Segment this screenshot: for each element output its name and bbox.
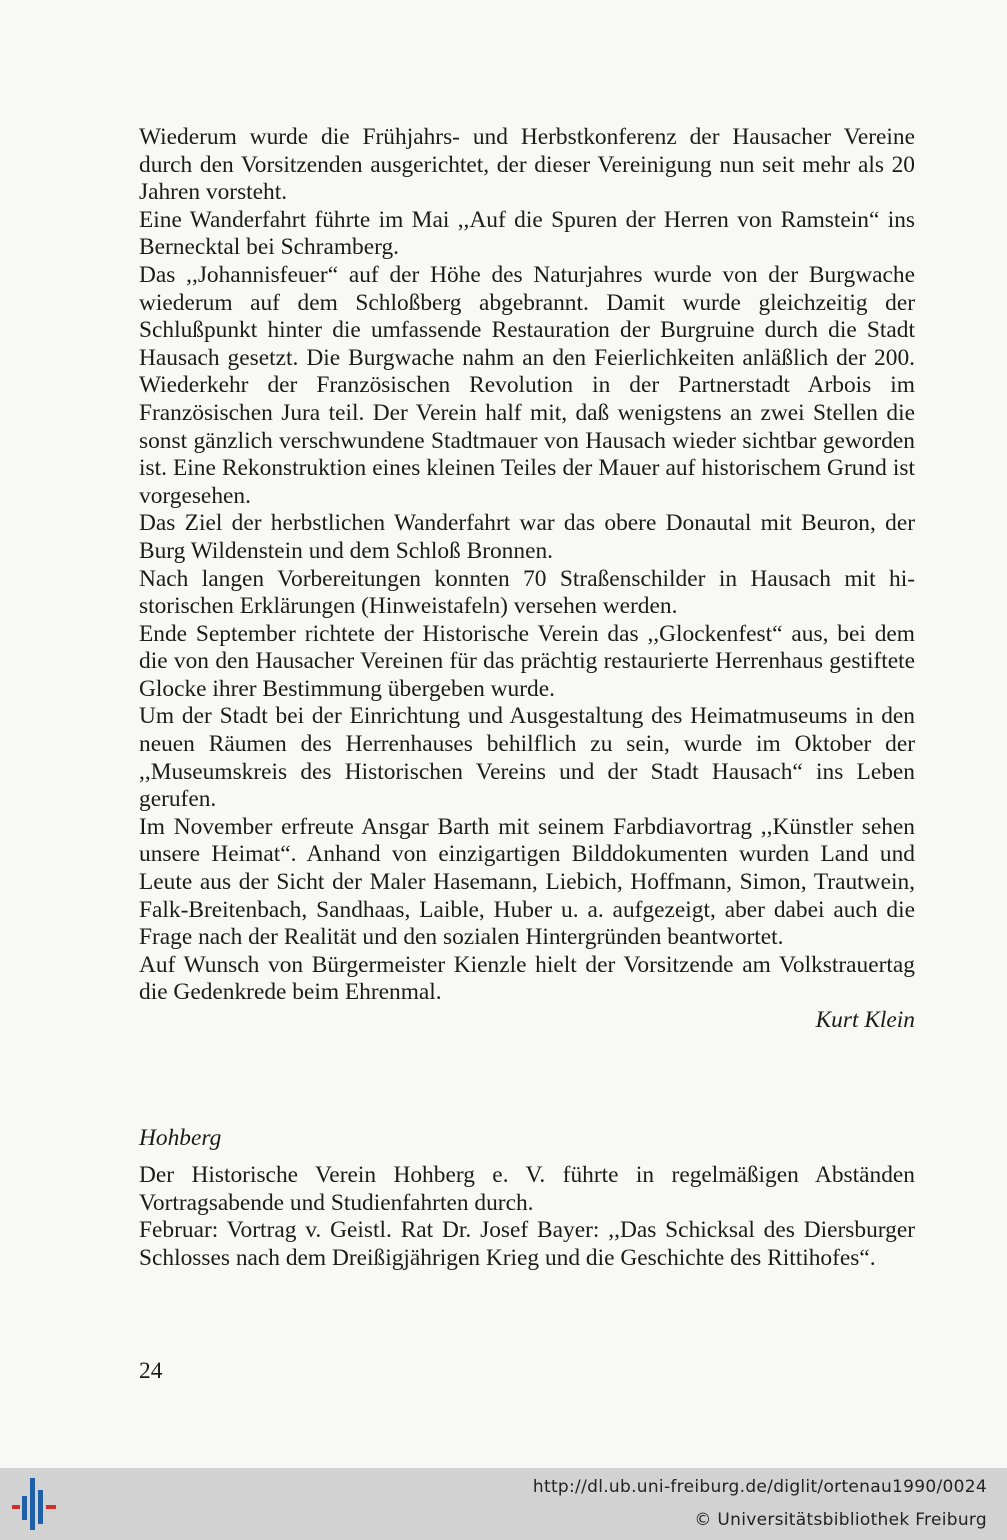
main-text [139,124,915,1273]
library-footer [0,1468,1007,1540]
paragraph-7: Um der Stadt bei der Einrichtung und Ausgestaltung des Heimatmuseums in den neuen Räumen des Herrenhauses behilflich zu sein, wurde im Oktober der ,,Museumskreis des Historischen Vereins und der Stadt Hausach“ ins Leben gerufen. [139,703,915,813]
page-number: 24 [139,1358,163,1384]
logo-bar-left [22,1496,27,1520]
section-title: Hohberg [139,1124,222,1151]
paragraph-4: Das Ziel der herbstlichen Wanderfahrt war das obere Donautal mit Beuron, der Burg Wildenstein und dem Schloß Bronnen. [139,510,915,564]
paragraph-5: Nach langen Vorbereitungen konnten 70 Straßenschilder in Hausach mit historischen Erklärungen (Hinweistafeln) versehen werden. [139,565,915,620]
section-paragraph-2: Februar: Vortrag v. Geistl. Rat Dr. Josef Bayer: ,,Das Schicksal des Diersburger Schlosses nach dem Dreißigjährigen Krieg und die Geschichte des Rittihofes“. [139,1217,915,1271]
logo-bar-tall [30,1478,35,1530]
logo-red-left [12,1505,20,1509]
logo-red-right [46,1505,56,1509]
author-signature: Kurt Klein [815,1007,915,1033]
paragraph-2: Eine Wanderfahrt führte im Mai ,,Auf die Spuren der Herren von Ramstein“ ins Bernecktal bei Schramberg. [139,206,915,261]
source-url-link[interactable]: http://dl.ub.uni-freiburg.de/diglit/ortenau1990/0024 [532,1477,987,1497]
paragraph-9: Auf Wunsch von Bürgermeister Kienzle hielt der Vorsitzende am Volkstrauertag die Gedenkrede beim Ehrenmal. [139,951,915,1006]
section-paragraph-1: Der Historische Verein Hohberg e. V. führte in regelmäßigen Abständen Vortragsabende und Studienfahrten durch. [139,1162,915,1216]
copyright-notice: © Universitätsbibliothek Freiburg [694,1510,987,1530]
paragraph-1: Wiederum wurde die Frühjahrs- und Herbstkonferenz der Hausacher Vereine durch den Vorsitzenden ausgerichtet, der dieser Vereinigung nun seit mehr als 20 Jahren vorsteht. [139,124,915,206]
logo-bar-right [38,1490,43,1524]
paragraph-8: Im November erfreute Ansgar Barth mit seinem Farbdiavortrag ,,Künstler sehen unsere Heimat“. Anhand von einzigartigen Bilddokumenten wurden Land und Leute aus der Sicht der Maler Hasemann, Liebich, Hoffmann, Simon, Trautwein, Falk-Breitenbach, Sandhaas, Laible, Huber u. a. aufgezeigt, aber dabei auch die Frage nach der Realität und den sozialen Hintergründen beantwortet. [139,813,915,951]
paragraph-6: Ende September richtete der Historische Verein das ,,Glockenfest“ aus, bei dem die von den Hausacher Vereinen für das prächtig restaurierte Herrenhaus gestiftete Glocke ihrer Bestimmung übergeben wurde. [139,620,915,702]
library-logo-icon [12,1476,64,1532]
paragraph-3: Das ,,Johannisfeuer“ auf der Höhe des Naturjahres wurde von der Burgwache wiederum auf dem Schloßberg abgebrannt. Damit wurde gleichzeitig der Schlußpunkt hinter die umfassende Restauration der Burgruine durch die Stadt Hausach gesetzt. Die Burgwache nahm an den Feierlichkeiten anläßlich der 200. Wiederkehr der Französischen Revolution in der Partnerstadt Arbois im Französischen Jura teil. Der Verein half mit, daß wenigstens an zwei Stellen die sonst gänzlich verschwundene Stadtmauer von Hausach wieder sichtbar geworden ist. Eine Rekonstruktion eines kleinen Teiles der Mauer auf historischem Grund ist vorgesehen. [139,261,915,509]
